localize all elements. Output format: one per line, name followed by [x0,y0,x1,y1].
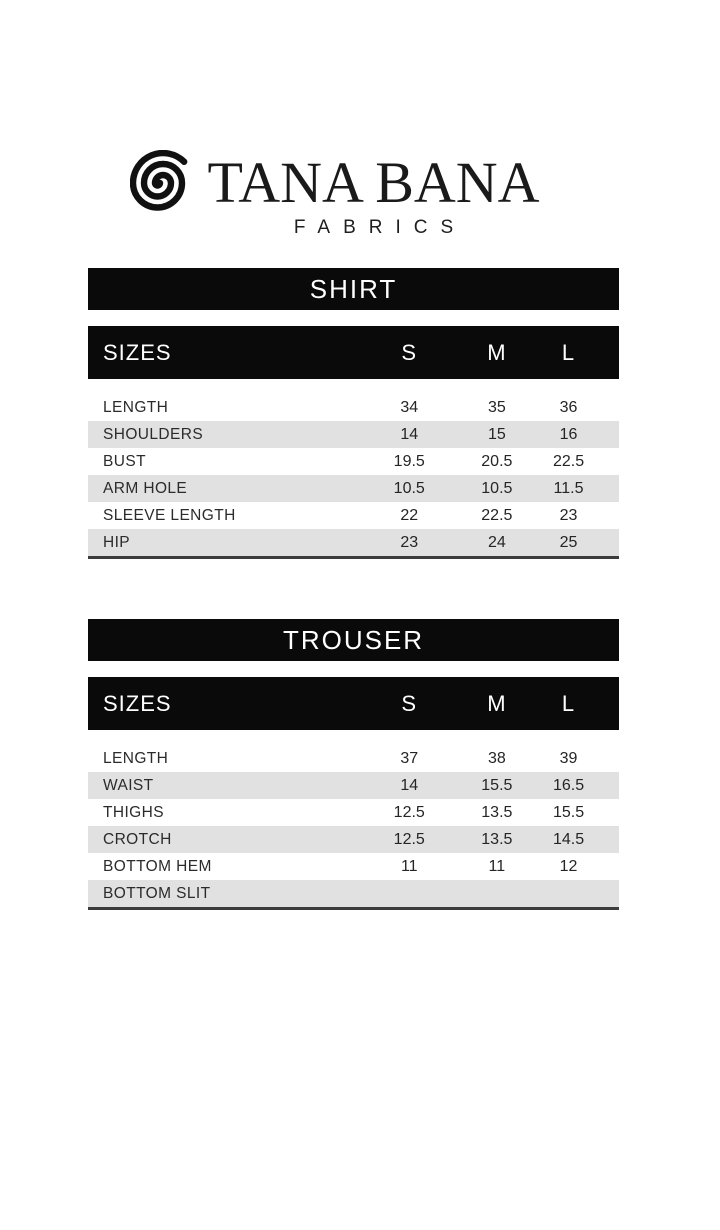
row-value-s: 22 [400,506,419,524]
size-col-s: S [401,339,418,365]
size-chart-page [0,150,720,1230]
shirt-sizes-header [88,326,619,379]
shirt-rows [88,394,619,559]
row-value-m: 13.5 [481,803,513,821]
sizes-label: SIZES [103,339,172,365]
trouser-title-bar [88,619,619,661]
row-label: HIP [103,533,131,551]
trouser-sizes-header [88,677,619,730]
table-row [88,745,619,772]
trouser-rows [88,745,619,910]
row-value-s: 12.5 [393,830,425,848]
row-value-l: 15.5 [552,803,585,821]
row-label: THIGHS [103,803,164,821]
table-row [88,394,619,421]
row-value-l: 39 [559,749,578,767]
trouser-section [88,619,619,910]
table-row [88,772,619,799]
row-value-s: 14 [400,776,419,794]
brand-logo [0,150,695,239]
row-value-s: 11 [400,857,418,875]
row-label: LENGTH [103,398,169,416]
row-value-s: 34 [400,398,419,416]
brand-name: TANA BANA [207,150,540,215]
row-value-m: 10.5 [481,479,513,497]
row-label: SHOULDERS [103,425,204,443]
row-value-m: 20.5 [481,452,513,470]
size-col-l: L [561,339,576,365]
table-row [88,502,619,529]
row-value-m: 24 [487,533,506,551]
row-value-l: 22.5 [552,452,585,470]
row-value-s: 37 [400,749,419,767]
row-value-s: 23 [400,533,419,551]
row-value-l: 14.5 [552,830,585,848]
row-value-l: 16 [559,425,578,443]
row-value-l: 16.5 [552,776,585,794]
row-value-m: 22.5 [481,506,513,524]
spiral-icon [130,150,196,216]
row-value-m: 13.5 [481,830,513,848]
table-row [88,421,619,448]
table-row [88,880,619,907]
row-value-l: 23 [559,506,578,524]
row-value-m: 38 [487,749,506,767]
trouser-title: TROUSER [282,624,425,655]
row-value-s: 14 [400,425,419,443]
table-row [88,448,619,475]
shirt-title-bar [88,268,619,310]
row-label: SLEEVE LENGTH [103,506,236,524]
row-value-m: 11 [488,857,506,875]
table-row [88,826,619,853]
row-label: LENGTH [103,749,169,767]
row-value-s: 19.5 [393,452,425,470]
brand-subtitle: FABRICS [293,217,467,238]
table-row [88,799,619,826]
row-value-m: 15.5 [481,776,513,794]
row-value-s: 10.5 [393,479,425,497]
row-label: BOTTOM HEM [103,857,212,875]
row-value-s: 12.5 [393,803,425,821]
row-value-l: 36 [559,398,578,416]
shirt-section [88,268,619,559]
chart-content [88,268,619,910]
row-value-l: 25 [559,533,578,551]
row-label: CROTCH [103,830,172,848]
size-col-m: M [487,690,507,716]
row-label: WAIST [103,776,154,794]
table-row [88,529,619,556]
sizes-label: SIZES [103,690,172,716]
brand-text [207,150,540,239]
row-label: ARM HOLE [103,479,188,497]
row-value-l: 11.5 [553,479,584,497]
size-col-l: L [561,690,576,716]
row-value-m: 35 [487,398,506,416]
shirt-title: SHIRT [309,273,398,304]
row-value-l: 12 [559,857,578,875]
size-col-m: M [487,339,507,365]
table-row [88,475,619,502]
row-label: BOTTOM SLIT [103,884,211,902]
table-row [88,853,619,880]
row-value-m: 15 [487,425,506,443]
size-col-s: S [401,690,418,716]
row-label: BUST [103,452,146,470]
